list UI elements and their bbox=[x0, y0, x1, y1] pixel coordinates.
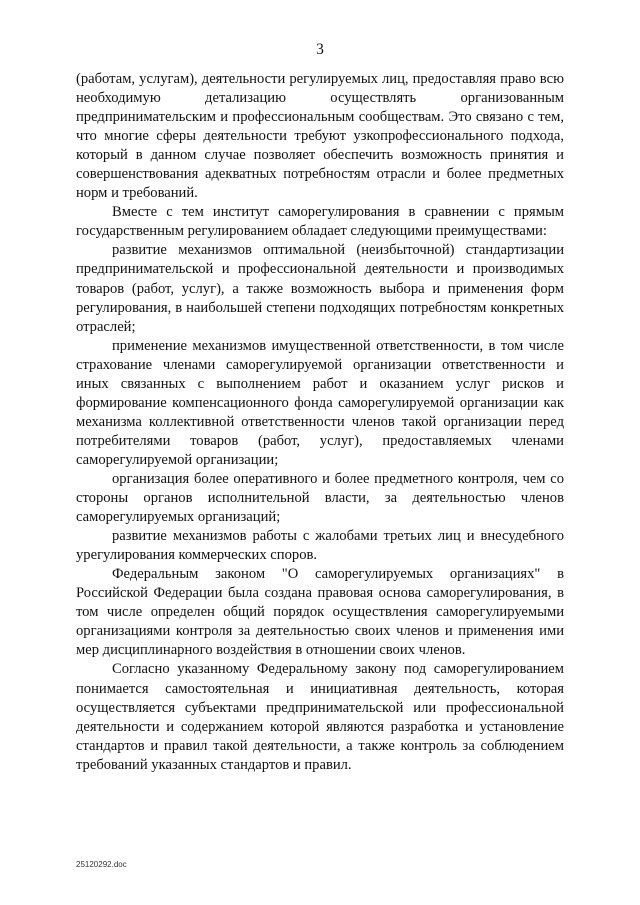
list-item: развитие механизмов оптимальной (неизбыточной) стандартизации предпринимательской и профессиональной деятельности и производимых товаров (работ, услуг), а также возможность выбора и применения форм регулирования, в наибольшей степени подходящих потребностям конкретных отраслей; bbox=[76, 242, 564, 335]
page-number: 3 bbox=[316, 41, 324, 58]
document-body bbox=[76, 70, 564, 775]
paragraph: Федеральным законом "О саморегулируемых организациях" в Российской Федерации была создана правовая основа саморегулирования, в том числе определен общий порядок осуществления саморегулируемыми организациями контроля за деятельностью своих членов и применения ими мер дисциплинарного воздействия в отношении своих членов. bbox=[76, 566, 564, 659]
list-item: применение механизмов имущественной ответственности, в том числе страхование членами саморегулируемой организации ответственности и иных связанных с выполнением работ и оказанием услуг рисков и формирование компенсационного фонда саморегулируемой организации как механизма коллективной ответственности членов такой организации перед потребителями товаров (работ, услуг), предоставляемых членами саморегулируемой организации; bbox=[76, 337, 564, 468]
paragraph: Согласно указанному Федеральному закону под саморегулированием понимается самостоятельная и инициативная деятельность, которая осуществляется субъектами предпринимательской или профессиональной деятельности и содержанием которой являются разработка и установление стандартов и правил такой деятельности, а также контроль за соблюдением требований указанных стандартов и правил. bbox=[76, 661, 564, 773]
list-item: развитие механизмов работы с жалобами третьих лиц и внесудебного урегулирования коммерческих споров. bbox=[76, 528, 564, 564]
list-item: организация более оперативного и более предметного контроля, чем со стороны органов исполнительной власти, за деятельностью членов саморегулируемых организаций; bbox=[76, 470, 564, 526]
paragraph: Вместе с тем институт саморегулирования в сравнении с прямым государственным регулированием обладает следующими преимуществами: bbox=[76, 204, 564, 240]
file-name-footer: 25120292.doc bbox=[76, 860, 127, 869]
paragraph: (работам, услугам), деятельности регулируемых лиц, предоставляя право всю необходимую детализацию осуществлять организованным предпринимательским и профессиональным сообществам. Это связано с тем, что многие сферы деятельности требуют узкопрофессионального подхода, который в данном случае позволяет обеспечить возможность принятия и совершенствования адекватных потребностям отрасли и более предметных норм и требований. bbox=[76, 71, 564, 202]
